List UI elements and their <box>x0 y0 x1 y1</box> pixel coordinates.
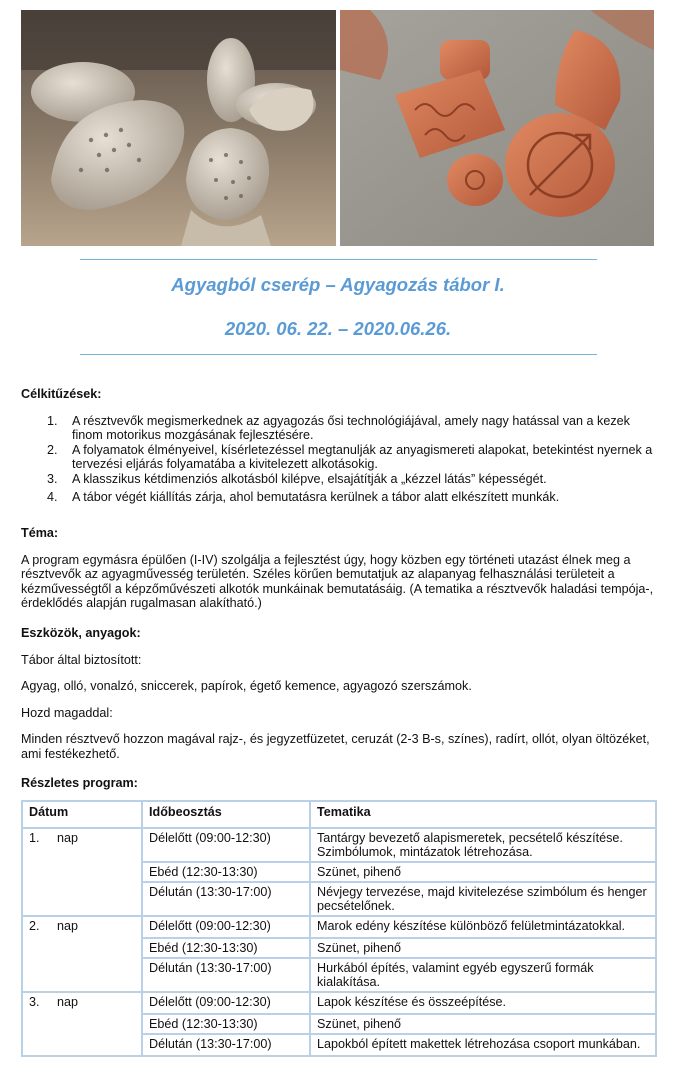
topic-cell: Marok edény készítése különböző felületmintázatokkal. <box>310 916 656 938</box>
time-cell: Délután (13:30-17:00) <box>142 958 310 992</box>
time-cell: Délelőtt (09:00-12:30) <box>142 916 310 938</box>
column-header-schedule: Időbeosztás <box>142 801 310 828</box>
time-cell: Ebéd (12:30-13:30) <box>142 862 310 882</box>
topic-cell: Szünet, pihenő <box>310 938 656 958</box>
program-table <box>21 800 657 1057</box>
tools-section <box>21 626 661 761</box>
bring-list: Minden résztvevő hozzon magával rajz-, és jegyzetfüzetet, ceruzát (2-3 B-s, színes), radírt, ollót, olyan öltözéket, ami festékezhető. <box>21 732 650 761</box>
time-cell: Délután (13:30-17:00) <box>142 1034 310 1056</box>
goals-list <box>21 414 661 505</box>
time-cell: Ebéd (12:30-13:30) <box>142 938 310 958</box>
topic-cell: Névjegy tervezése, majd kivitelezése szimbólum és henger pecsételőnek. <box>310 882 656 916</box>
program-heading: Részletes program: <box>21 776 138 790</box>
table-row <box>22 992 656 1014</box>
goals-section <box>21 387 661 504</box>
topic-cell: Szünet, pihenő <box>310 862 656 882</box>
table-header-row <box>22 801 656 828</box>
clay-stamps-photo <box>340 10 654 246</box>
theme-text: A program egymásra épülően (I-IV) szolgálja a fejlesztést úgy, hogy közben egy történeti utazást élnek meg a résztvevők az agyagművesség területén. Széles körűen bemutatjuk az alapanyag felhasználási területeit a kézművességtől a képzőművészeti alkotók munkáinak bemutatásáig. (A tematika a résztvevők haladási tempója-, érdeklődés alapján rugalmasan alakítható.) <box>21 552 654 610</box>
provided-label: Tábor által biztosított: <box>21 652 142 667</box>
list-item: 1. A résztvevők megismerkednek az agyagozás ősi technológiájával, amely nagy hatással van a kezek finom motorikus mozgásának fejlesztésére. <box>47 413 630 442</box>
time-cell: Délelőtt (09:00-12:30) <box>142 992 310 1014</box>
topic-cell: Tantárgy bevezető alapismeretek, pecsételő készítése. Szimbólumok, mintázatok létrehozása. <box>310 828 656 862</box>
clay-sculptures-photo <box>21 10 336 246</box>
day-cell: 1. nap <box>22 828 142 916</box>
header-photos <box>21 10 654 246</box>
list-item: 4. A tábor végét kiállítás zárja, ahol bemutatásra kerülnek a tábor alatt elkészített munkák. <box>47 489 560 504</box>
title-rule-top <box>80 259 597 260</box>
page-title: Agyagból cserép – Agyagozás tábor I. <box>171 274 505 295</box>
topic-cell: Lapokból épített makettek létrehozása csoport munkában. <box>310 1034 656 1056</box>
goals-heading: Célkitűzések: <box>21 387 102 401</box>
tools-heading: Eszközök, anyagok: <box>21 626 141 640</box>
provided-list: Agyag, olló, vonalzó, sniccerek, papírok, égető kemence, agyagozó szerszámok. <box>21 679 472 693</box>
theme-section <box>21 526 661 611</box>
column-header-date: Dátum <box>22 801 142 828</box>
time-cell: Délután (13:30-17:00) <box>142 882 310 916</box>
title-rule-bottom <box>80 354 597 355</box>
day-cell: 3. nap <box>22 992 142 1056</box>
date-range: 2020. 06. 22. – 2020.06.26. <box>224 318 452 339</box>
topic-cell: Lapok készítése és összeépítése. <box>310 992 656 1014</box>
topic-cell: Szünet, pihenő <box>310 1014 656 1034</box>
topic-cell: Hurkából építés, valamint egyéb egyszerű formák kialakítása. <box>310 958 656 992</box>
table-row <box>22 828 656 862</box>
list-item: 3. A klasszikus kétdimenziós alkotásból kilépve, elsajátítják a „kézzel látás” képességét. <box>47 471 547 486</box>
table-row <box>22 916 656 938</box>
column-header-topic: Tematika <box>310 801 656 828</box>
list-item: 2. A folyamatok élményeivel, kísérletezéssel megtanulják az anyagismereti alapokat, betekintést nyernek a tervezési eljárás folyamatába a kivitelezett alkotásokig. <box>47 442 653 471</box>
time-cell: Délelőtt (09:00-12:30) <box>142 828 310 862</box>
program-section <box>21 776 661 791</box>
time-cell: Ebéd (12:30-13:30) <box>142 1014 310 1034</box>
theme-heading: Téma: <box>21 526 59 540</box>
day-cell: 2. nap <box>22 916 142 992</box>
bring-label: Hozd magaddal: <box>21 705 113 720</box>
